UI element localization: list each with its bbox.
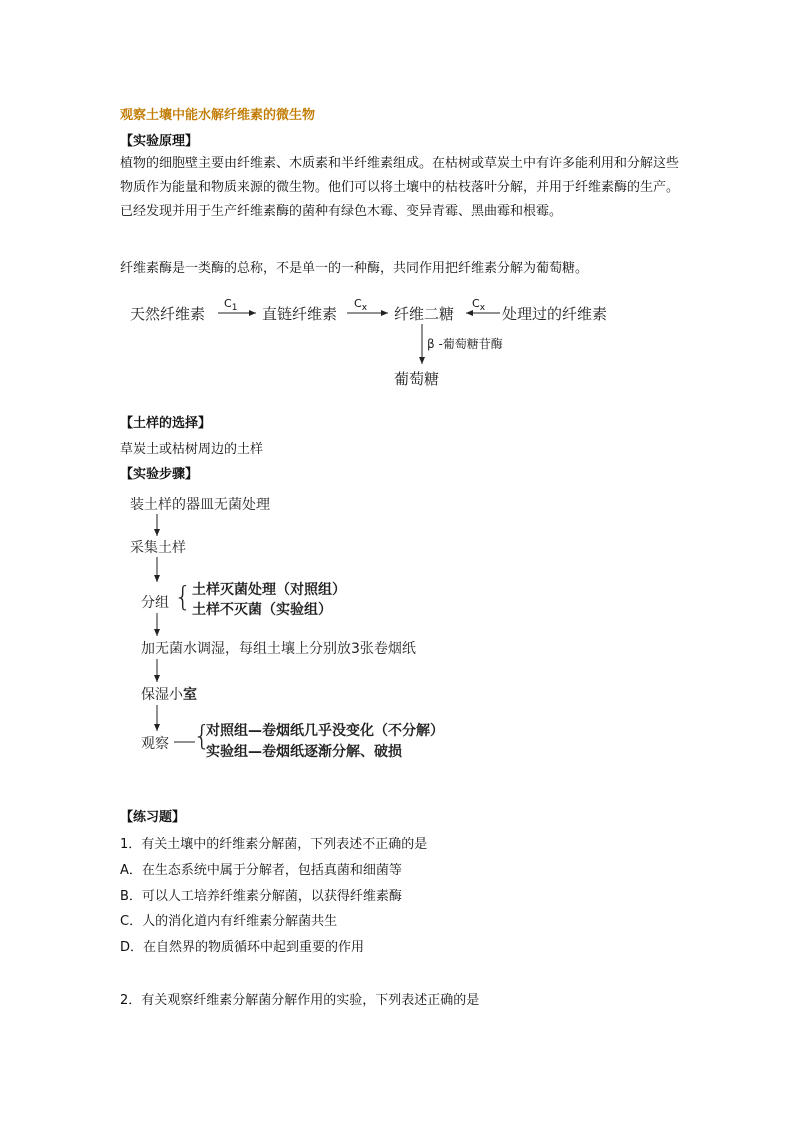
grouping-brace: {: [174, 580, 192, 613]
step-observe: 观察: [141, 736, 169, 752]
pathway-glucose: 葡萄糖: [394, 370, 440, 388]
enzyme-c1-label: $C_1$: [224, 297, 238, 314]
pathway-linear-cellulose: 直链纤维素: [262, 305, 338, 323]
enzyme-glucosidase-label: β -葡萄糖苷酶: [427, 337, 503, 351]
question-1: 1．有关土壤中的纤维素分解菌，下列表述不正确的是: [120, 837, 428, 852]
exercise-heading: 【练习题】: [120, 810, 186, 825]
question-2: 2．有关观察纤维素分解菌分解作用的实验，下列表述正确的是: [120, 993, 480, 1008]
step-group-experimental: 土样不灭菌（实验组）: [192, 602, 332, 618]
enzyme-cx-label-1: $C_x$: [354, 297, 368, 314]
steps-heading: 【实验步骤】: [120, 467, 199, 482]
question-1-option-c: C．人的消化道内有纤维素分解菌共生: [120, 914, 338, 929]
question-1-option-b: B．可以人工培养纤维素分解菌，以获得纤维素酶: [120, 889, 402, 904]
soil-text: 草炭土或枯树周边的土样: [120, 442, 264, 457]
principle-paragraph-2: 纤维素酶是一类酶的总称，不是单一的一种酶，共同作用把纤维素分解为葡萄糖。: [120, 261, 589, 276]
observe-control-result: 对照组—卷烟纸几乎没变化（不分解）: [206, 723, 444, 739]
soil-heading: 【土样的选择】: [120, 416, 212, 431]
pathway-treated-cellulose: 处理过的纤维素: [502, 305, 608, 323]
enzyme-cx-label-2: $C_x$: [472, 297, 486, 314]
question-1-option-d: D．在自然界的物质循环中起到重要的作用: [120, 940, 365, 955]
pathway-cellobiose: 纤维二糖: [394, 305, 455, 323]
observe-experimental-result: 实验组—卷烟纸逐渐分解、破损: [206, 744, 402, 760]
pathway-natural-cellulose: 天然纤维素: [130, 305, 206, 323]
step-collect-soil: 采集土样: [130, 540, 186, 556]
step-group-control: 土样灭菌处理（对照组）: [192, 582, 346, 598]
step-grouping: 分组: [141, 595, 169, 611]
principle-paragraph-1: 植物的细胞壁主要由纤维素、木质素和半纤维素组成。在枯树或草炭土中有许多能利用和分解这些物质作为能量和物质来源的微生物。他们可以将土壤中的枯枝落叶分解，并用于纤维素酶的生产。已经发现并用于生产纤维素酶的菌种有绿色木霉、变异青霉、黑曲霉和根霉。: [120, 156, 680, 219]
step-sterilize-container: 装土样的器皿无菌处理: [130, 497, 270, 513]
step-add-water: 加无菌水调湿，每组土壤上分别放3张卷烟纸: [141, 641, 416, 657]
observe-brace: {: [193, 719, 211, 752]
question-1-option-a: A．在生态系统中属于分解者，包括真菌和细菌等: [120, 863, 402, 878]
document-title: 观察土壤中能水解纤维素的微生物: [120, 108, 316, 123]
step-keep-moist: 保湿小室: [141, 687, 197, 703]
principle-heading: 【实验原理】: [120, 134, 199, 149]
